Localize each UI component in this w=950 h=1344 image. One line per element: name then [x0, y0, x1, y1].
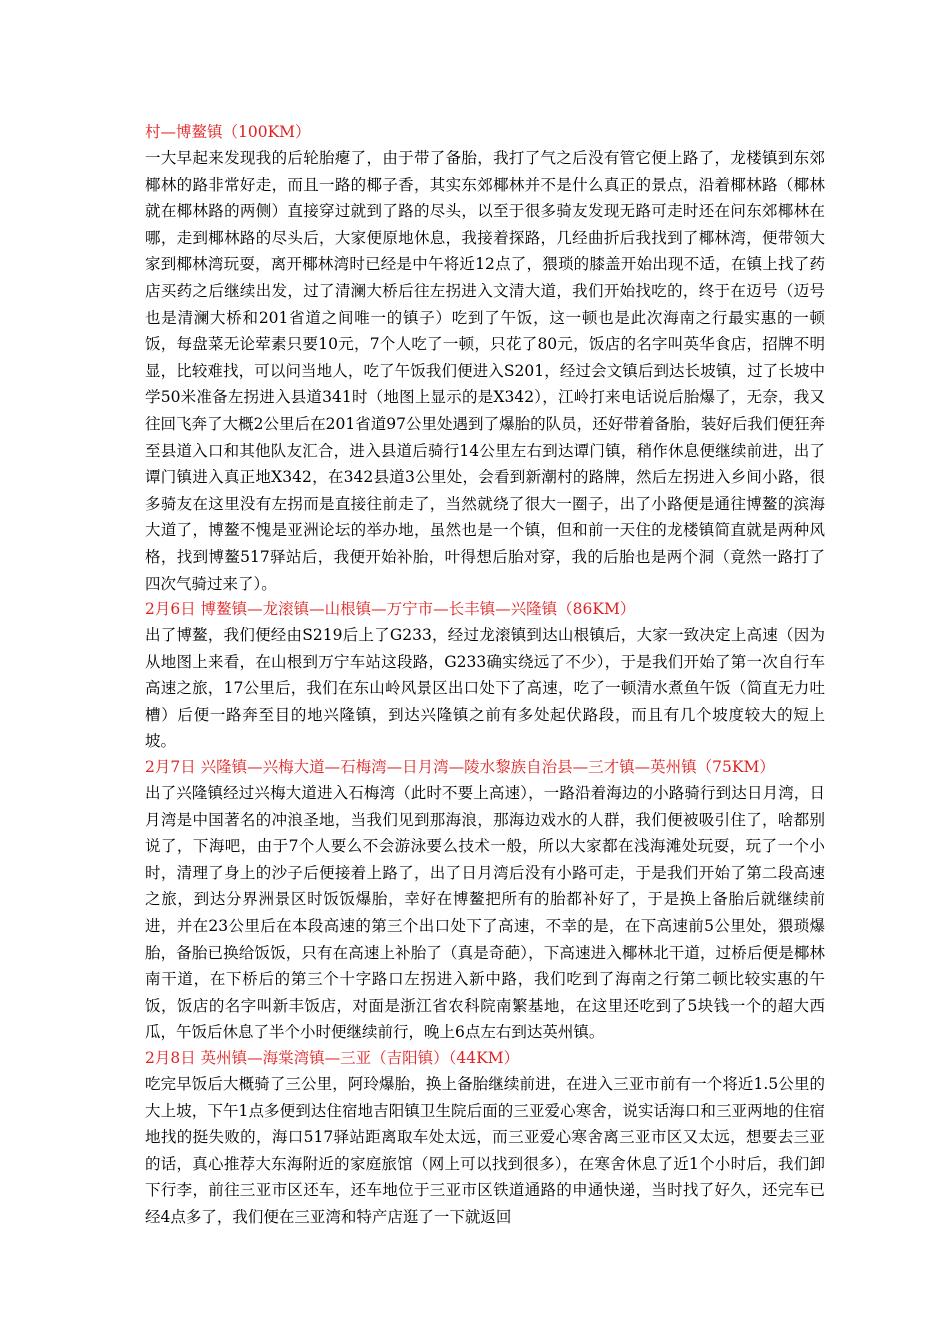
section-day-7 — [145, 755, 825, 1046]
section-day-6 — [145, 597, 825, 755]
section-heading: 2月8日 英州镇—海棠湾镇—三亚（吉阳镇）（44KM） — [145, 1049, 520, 1067]
document-page — [145, 120, 825, 1231]
section-day-8 — [145, 1046, 825, 1231]
section-day-5 — [145, 120, 825, 597]
section-body: 吃完早饭后大概骑了三公里，阿玲爆胎，换上备胎继续前进，在进入三亚市前有一个将近1.5公里的大上坡，下午1点多便到达住宿地吉阳镇卫生院后面的三亚爱心寒舍，说实话海口和三亚两地的住宿地找的挺失败的，海口517驿站距离取车处太远，而三亚爱心寒舍离三亚市区又太远，想要去三亚的话，真心推荐大东海附近的家庭旅馆（网上可以找到很多），在寒舍休息了近1个小时后，我们卸下行李，前往三亚市区还车，还车地位于三亚市区铁道通路的申通快递，当时找了好久，还完车已经4点多了，我们便在三亚湾和特产店逛了一下就返回 — [145, 1075, 825, 1226]
section-body: 出了博鳌，我们便经由S219后上了G233，经过龙滚镇到达山根镇后，大家一致决定上高速（因为从地图上来看，在山根到万宁车站这段路，G233确实绕远了不少），于是我们开始了第一次自行车高速之旅，17公里后，我们在东山岭风景区出口处下了高速，吃了一顿清水煮鱼午饭（简直无力吐槽）后便一路奔至目的地兴隆镇，到达兴隆镇之前有多处起伏路段，而且有几个坡度较大的短上坡。 — [145, 626, 825, 751]
section-heading: 2月7日 兴隆镇—兴梅大道—石梅湾—日月湾—陵水黎族自治县—三才镇—英州镇（75KM） — [145, 758, 775, 777]
section-body: 出了兴隆镇经过兴梅大道进入石梅湾（此时不要上高速），一路沿着海边的小路骑行到达日月湾，日月湾是中国著名的冲浪圣地，当我们见到那海浪，那海边戏水的人群，我们便被吸引住了，啥都别说了，下海吧，由于7个人要么不会游泳要么技术一般，所以大家都在浅海滩处玩耍，玩了一个小时，清理了身上的沙子后便接着上路了，出了日月湾后没有小路可走，于是我们开始了第二段高速之旅，到达分界洲景区时饭饭爆胎，幸好在博鳌把所有的胎都补好了，于是换上备胎后就继续前进，并在23公里后在本段高速的第三个出口处下了高速，不幸的是，在下高速前5公里处，猥琐爆胎，备胎已换给饭饭，只有在高速上补胎了（真是奇葩），下高速进入椰林北干道，过桥后便是椰林南干道，在下桥后的第三个十字路口左拐进入新中路，我们吃到了海南之行第二顿比较实惠的午饭，饭店的名字叫新丰饭店，对面是浙江省农科院南繁基地，在这里还吃到了5块钱一个的超大西瓜，午饭后休息了半个小时便继续前行，晚上6点左右到达英州镇。 — [145, 784, 825, 1042]
section-body: 一大早起来发现我的后轮胎瘪了，由于带了备胎，我打了气之后没有管它便上路了，龙楼镇到东郊椰林的路非常好走，而且一路的椰子香，其实东郊椰林并不是什么真正的景点，沿着椰林路（椰林就在椰林路的两侧）直接穿过就到了路的尽头，以至于很多骑友发现无路可走时还在问东郊椰林在哪，走到椰林路的尽头后，大家便原地休息，我接着探路，几经曲折后我找到了椰林湾，便带领大家到椰林湾玩耍，离开椰林湾时已经是中午将近12点了，猥琐的膝盖开始出现不适，在镇上找了药店买药之后继续出发，过了清澜大桥后往左拐进入文清大道，我们开始找吃的，终于在迈号（迈号也是清澜大桥和201省道之间唯一的镇子）吃到了午饭，这一顿也是此次海南之行最实惠的一顿饭，每盘菜无论荤素只要10元，7个人吃了一顿，只花了80元，饭店的名字叫英华食店，招牌不明显，比较难找，可以问当地人，吃了午饭我们便进入S201，经过会文镇后到达长坡镇，过了长坡中学50米准备左拐进入县道341时（地图上显示的是X342），江岭打来电话说后胎爆了，无奈，我又往回飞奔了大概2公里后在201省道97公里处遇到了爆胎的队员，还好带着备胎，装好后我们便狂奔至县道入口和其他队友汇合，进入县道后骑行14公里左右到达谭门镇，稍作休息便继续前进，出了谭门镇进入真正地X342，在342县道3公里处，会看到新潮村的路牌，然后左拐进入乡间小路，很多骑友在这里没有左拐而是直接往前走了，当然就绕了很大一圈子，出了小路便是通往博鳌的滨海大道了，博鳌不愧是亚洲论坛的举办地，虽然也是一个镇，但和前一天住的龙楼镇简直就是两种风格，找到博鳌517驿站后，我便开始补胎，叶得想后胎对穿，我的后胎也是两个洞（竟然一路打了四次气骑过来了）。 — [145, 149, 825, 593]
section-heading: 2月6日 博鳌镇—龙滚镇—山根镇—万宁市—长丰镇—兴隆镇（86KM） — [145, 600, 636, 619]
section-heading: 村—博鳌镇（100KM） — [145, 123, 311, 141]
